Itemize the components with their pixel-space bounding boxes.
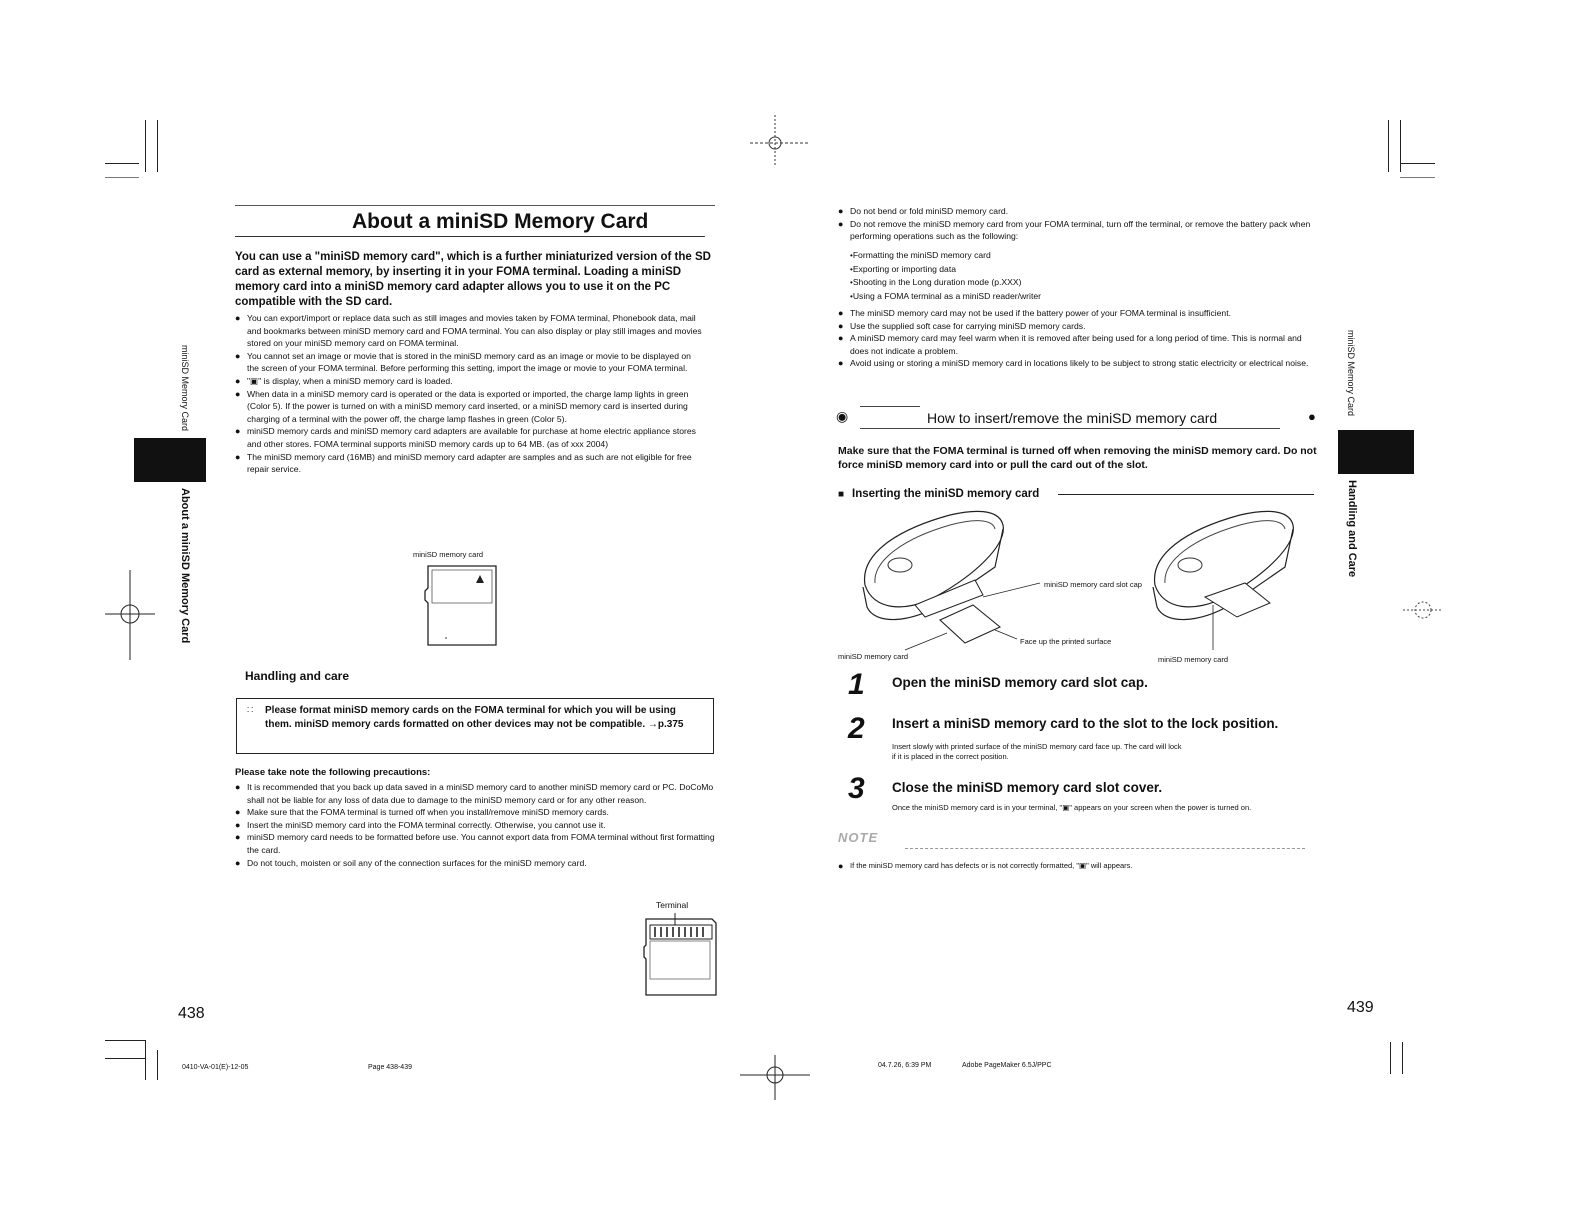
- slot-cap-label: miniSD memory card slot cap: [1044, 580, 1142, 589]
- list-item: ● miniSD memory cards and miniSD memory card adapters are available for purchase at home electric appliance stores and other stores. FOMA terminal supports miniSD memory cards up to 64 MB. (as of xxx 2004): [235, 425, 705, 450]
- list-item: • Using a FOMA terminal as a miniSD reader/writer: [850, 290, 1320, 304]
- card-terminal-illustration: [642, 911, 722, 997]
- crop-mark: [157, 1050, 158, 1080]
- side-section-label: miniSD Memory Card: [180, 345, 190, 432]
- crop-mark: [105, 1040, 145, 1041]
- list-item: ● It is recommended that you back up data saved in a miniSD memory card to another miniSD memory card or PC. DoCoMo shall not be liable for any loss of data due to damage to the miniSD memory card or for any other reason.: [235, 781, 717, 806]
- registration-mark-right: [1398, 585, 1448, 635]
- thumb-index-tab: [134, 438, 206, 482]
- phone-card-inserted-illustration: [1145, 505, 1315, 655]
- section-start-icon: ◉: [836, 408, 849, 424]
- section-rule: [860, 406, 920, 407]
- precautions-title: Please take note the following precautions:: [235, 767, 431, 778]
- insert-heading: Inserting the miniSD memory card: [852, 488, 1040, 500]
- more-bullet-list: [838, 307, 1313, 370]
- page-number: 438: [178, 1005, 205, 1022]
- footer-software: Adobe PageMaker 6.5J/PPC: [962, 1062, 1052, 1069]
- step-number: 3: [848, 772, 865, 805]
- title-rule-top: [235, 205, 715, 206]
- crop-mark: [1400, 120, 1401, 172]
- intro-paragraph: You can use a "miniSD memory card", which is a further miniaturized version of the SD card as external memory, by inserting it in your FOMA terminal. Loading a miniSD memory card into a miniSD memory card adapter allows you to use it on the PC compatible with the SD card.: [235, 251, 711, 308]
- list-item: ● When data in a miniSD memory card is operated or the data is exported or imported, the charge lamp lights in green (Color 5). If the power is turned on with a miniSD memory card inserted, or a miniSD memory card is inserted during charging of a terminal with the power off, the charge lamp flashes in green (Color 5).: [235, 388, 705, 426]
- side-chapter-label: About a miniSD Memory Card: [179, 488, 191, 644]
- crop-mark: [1400, 177, 1435, 178]
- side-chapter-label: Handling and Care: [1346, 480, 1358, 578]
- list-item: ● You can export/import or replace data such as still images and movies taken by FOMA terminal, Phonebook data, mail and bookmarks between miniSD memory card and FOMA terminal. You can also display or play still images and movies stored on your miniSD memory card on FOMA terminal.: [235, 312, 705, 350]
- note-list: [838, 860, 1308, 873]
- footer-page-range: Page 438-439: [368, 1064, 412, 1071]
- card-label-left: miniSD memory card: [838, 652, 909, 661]
- step-title: Insert a miniSD memory card to the slot to the lock position.: [892, 716, 1279, 731]
- card-label: miniSD memory card: [413, 550, 484, 559]
- list-item: ● "▣" is display, when a miniSD memory card is loaded.: [235, 375, 705, 388]
- crop-mark: [145, 1040, 146, 1080]
- crop-mark: [145, 120, 146, 172]
- section-end-icon: ●: [1308, 409, 1316, 424]
- warning-text: Make sure that the FOMA terminal is turned off when removing the miniSD memory card. Do not force miniSD memory card into or pull the card out of the slot.: [838, 445, 1317, 471]
- note-label: NOTE: [838, 830, 879, 845]
- list-item: ● Use the supplied soft case for carrying miniSD memory cards.: [838, 320, 1313, 333]
- notice-text: Please format miniSD memory cards on the FOMA terminal for which you will be using them. miniSD memory cards formatted on other devices may not be compatible. →p.375: [265, 705, 684, 730]
- side-section-label: miniSD Memory Card: [1346, 330, 1356, 417]
- minisd-card-illustration: [422, 563, 500, 648]
- list-item: ● If the miniSD memory card has defects or is not correctly formatted, "▣" will appears.: [838, 860, 1308, 873]
- list-item: ● Make sure that the FOMA terminal is turned off when you install/remove miniSD memory cards.: [235, 806, 717, 819]
- sub-list: [838, 249, 1320, 303]
- crop-mark: [157, 120, 158, 172]
- list-item: • Formatting the miniSD memory card: [850, 249, 1320, 263]
- step-title: Open the miniSD memory card slot cap.: [892, 675, 1148, 690]
- crop-mark: [1402, 1042, 1403, 1074]
- step-number: 1: [848, 668, 865, 701]
- crop-mark: [1388, 120, 1389, 172]
- step-title: Close the miniSD memory card slot cover.: [892, 780, 1163, 795]
- crop-mark: [105, 177, 139, 178]
- registration-mark-bottom: [740, 1055, 810, 1100]
- page-title: About a miniSD Memory Card: [352, 210, 649, 233]
- title-rule-bottom: [235, 236, 705, 237]
- list-item: ● Insert the miniSD memory card into the FOMA terminal correctly. Otherwise, you cannot use it.: [235, 819, 717, 832]
- notice-icon: ∷: [247, 705, 254, 716]
- list-item: • Exporting or importing data: [850, 263, 1320, 277]
- registration-mark-top: [750, 115, 810, 165]
- crop-mark: [1390, 1042, 1391, 1074]
- step-description: Once the miniSD memory card is in your terminal, "▣" appears on your screen when the power is turned on.: [892, 803, 1252, 812]
- handling-title: Handling and care: [245, 669, 350, 683]
- crop-mark: [1400, 163, 1435, 164]
- step-number: 2: [848, 712, 865, 745]
- list-item: • Shooting in the Long duration mode (p.XXX): [850, 276, 1320, 290]
- list-item: ● The miniSD memory card (16MB) and miniSD memory card adapter are samples and as such are not eligible for free repair service.: [235, 451, 705, 476]
- footer-timestamp: 04.7.26, 6:39 PM: [878, 1062, 932, 1069]
- step-description: Insert slowly with printed surface of the miniSD memory card face up. The card will lock if it is placed in the correct position.: [892, 742, 1182, 761]
- list-item: ● miniSD memory card needs to be formatted before use. You cannot export data from FOMA terminal without first formatting the card.: [235, 831, 717, 856]
- list-item: ● Do not remove the miniSD memory card from your FOMA terminal, turn off the terminal, or remove the battery pack when performing operations such as the following:: [838, 218, 1313, 243]
- list-item: ● You cannot set an image or movie that is stored in the miniSD memory card as an image or movie to be displayed on the screen of your FOMA terminal. Before performing this setting, import the image or movie to your FOMA terminal.: [235, 350, 705, 375]
- list-item: ● The miniSD memory card may not be used if the battery power of your FOMA terminal is insufficient.: [838, 307, 1313, 320]
- heading-rule: [1058, 494, 1314, 495]
- crop-mark: [105, 1058, 145, 1059]
- crop-mark: [105, 163, 139, 164]
- footer-slug: 0410-VA-01(E)-12-05: [182, 1064, 249, 1071]
- heading-square-icon: ■: [838, 489, 845, 500]
- face-up-label: Face up the printed surface: [1020, 637, 1112, 646]
- thumb-index-tab: [1338, 430, 1414, 474]
- terminal-label: Terminal: [656, 900, 689, 910]
- card-label-right: miniSD memory card: [1158, 655, 1229, 664]
- list-item: ● Avoid using or storing a miniSD memory card in locations likely to be subject to strong static electricity or electrical noise.: [838, 357, 1313, 370]
- note-rule: [905, 848, 1305, 849]
- notice-box: [236, 698, 714, 754]
- list-item: ● A miniSD memory card may feel warm when it is removed after being used for a long period of time. This is normal and does not indicate a problem.: [838, 332, 1313, 357]
- list-item: ● Do not touch, moisten or soil any of the connection surfaces for the miniSD memory card.: [235, 857, 607, 870]
- top-bullet-list: [838, 205, 1313, 243]
- list-item: ● Do not bend or fold miniSD memory card.: [838, 205, 1313, 218]
- precautions-list: [235, 781, 717, 869]
- section-rule-bottom: [860, 428, 1280, 429]
- bullet-list: [235, 312, 705, 476]
- page-number: 439: [1347, 999, 1374, 1016]
- section-title: How to insert/remove the miniSD memory card: [927, 410, 1218, 426]
- registration-mark-left: [105, 570, 155, 660]
